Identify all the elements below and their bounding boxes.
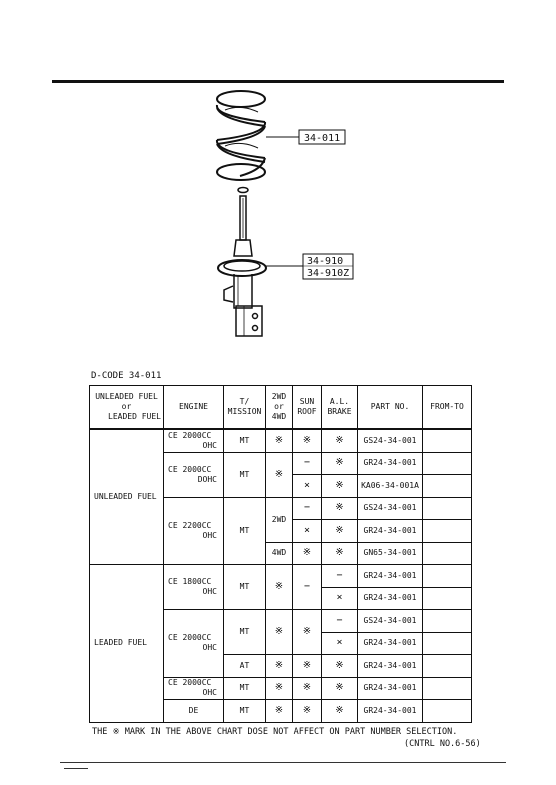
control-number: (CNTRL NO.6-56) — [404, 739, 481, 749]
part-no-cell: GR24-34-001 — [358, 452, 423, 475]
header-sunroof: SUN ROOF — [293, 386, 322, 430]
mission-cell: MT — [224, 700, 266, 723]
header-fuel: UNLEADED FUEL or LEADED FUEL — [90, 386, 164, 430]
drive-cell: ※ — [266, 452, 293, 497]
mission-cell: MT — [224, 497, 266, 565]
part-no-cell: KA06-34-001A — [358, 475, 423, 498]
brake-cell: − — [322, 565, 358, 588]
from-to-cell — [423, 452, 472, 475]
brake-cell: ※ — [322, 452, 358, 475]
part-no-cell: GR24-34-001 — [358, 565, 423, 588]
sunroof-cell: × — [293, 520, 322, 543]
part-no-cell: GR24-34-001 — [358, 587, 423, 610]
drive-cell: ※ — [266, 677, 293, 700]
drive-cell: 4WD — [266, 542, 293, 565]
parts-table — [89, 385, 472, 723]
footnote: THE ※ MARK IN THE ABOVE CHART DOSE NOT AFFECT ON PART NUMBER SELECTION. — [92, 727, 458, 737]
part-no-cell: GR24-34-001 — [358, 632, 423, 655]
sunroof-cell: ※ — [293, 700, 322, 723]
from-to-cell — [423, 700, 472, 723]
from-to-cell — [423, 429, 472, 452]
table-row — [90, 429, 472, 452]
part-no-cell: GN65-34-001 — [358, 542, 423, 565]
mission-cell: MT — [224, 452, 266, 497]
from-to-cell — [423, 632, 472, 655]
from-to-cell — [423, 542, 472, 565]
part-no-cell: GR24-34-001 — [358, 655, 423, 678]
from-to-cell — [423, 677, 472, 700]
mission-cell: AT — [224, 655, 266, 678]
bottom-rule — [60, 762, 506, 763]
callout-label-34-910z: 34-910Z — [307, 268, 350, 279]
brake-cell: ※ — [322, 497, 358, 520]
sunroof-cell: − — [293, 452, 322, 475]
header-engine: ENGINE — [164, 386, 224, 430]
mission-cell: MT — [224, 429, 266, 452]
part-no-cell: GS24-34-001 — [358, 497, 423, 520]
callout-34-910 — [266, 254, 353, 279]
header-drive: 2WD or 4WD — [266, 386, 293, 430]
group-leaded: LEADED FUEL — [90, 565, 164, 723]
dcode-label: D-CODE 34-011 — [91, 371, 162, 381]
header-from-to: FROM-TO — [423, 386, 472, 430]
sunroof-cell: ※ — [293, 610, 322, 655]
mission-cell: MT — [224, 565, 266, 610]
header-brake: A.L. BRAKE — [322, 386, 358, 430]
sunroof-cell: × — [293, 475, 322, 498]
from-to-cell — [423, 520, 472, 543]
brake-cell: ※ — [322, 700, 358, 723]
engine-cell: CE 2200CC OHC — [164, 497, 224, 565]
mission-cell: MT — [224, 677, 266, 700]
part-no-cell: GR24-34-001 — [358, 700, 423, 723]
sunroof-cell: ※ — [293, 542, 322, 565]
sunroof-cell: − — [293, 497, 322, 520]
strut-diagram — [0, 0, 556, 360]
drive-cell: ※ — [266, 429, 293, 452]
part-no-cell: GR24-34-001 — [358, 520, 423, 543]
engine-cell: CE 2000CC DOHC — [164, 452, 224, 497]
brake-cell: × — [322, 587, 358, 610]
callout-34-011 — [266, 130, 345, 144]
drive-cell: ※ — [266, 655, 293, 678]
callout-label-34-910: 34-910 — [307, 256, 344, 267]
coil-spring — [217, 91, 265, 180]
part-no-cell: GS24-34-001 — [358, 429, 423, 452]
brake-cell: × — [322, 632, 358, 655]
drive-cell: ※ — [266, 610, 293, 655]
part-no-cell: GS24-34-001 — [358, 610, 423, 633]
header-mission: T/ MISSION — [224, 386, 266, 430]
engine-cell: CE 2000CC OHC — [164, 429, 224, 452]
from-to-cell — [423, 565, 472, 588]
brake-cell: ※ — [322, 520, 358, 543]
engine-cell: CE 2000CC OHC — [164, 610, 224, 678]
from-to-cell — [423, 475, 472, 498]
engine-cell: DE — [164, 700, 224, 723]
from-to-cell — [423, 587, 472, 610]
table-header-row — [90, 386, 472, 430]
from-to-cell — [423, 497, 472, 520]
brake-cell: ※ — [322, 655, 358, 678]
from-to-cell — [423, 655, 472, 678]
callout-label-34-011: 34-011 — [304, 133, 341, 144]
table-row — [90, 565, 472, 588]
brake-cell: ※ — [322, 677, 358, 700]
brake-cell: ※ — [322, 542, 358, 565]
shock-strut — [218, 196, 266, 336]
drive-cell: ※ — [266, 700, 293, 723]
sunroof-cell: ※ — [293, 655, 322, 678]
brake-cell: ※ — [322, 475, 358, 498]
header-part-no: PART NO. — [358, 386, 423, 430]
bottom-rule-stub — [64, 768, 88, 769]
washer — [238, 188, 248, 193]
group-unleaded: UNLEADED FUEL — [90, 429, 164, 565]
sunroof-cell: ※ — [293, 429, 322, 452]
sunroof-cell: − — [293, 565, 322, 610]
part-no-cell: GR24-34-001 — [358, 677, 423, 700]
drive-cell: 2WD — [266, 497, 293, 542]
sunroof-cell: ※ — [293, 677, 322, 700]
drive-cell: ※ — [266, 565, 293, 610]
from-to-cell — [423, 610, 472, 633]
brake-cell: ※ — [322, 429, 358, 452]
brake-cell: − — [322, 610, 358, 633]
mission-cell: MT — [224, 610, 266, 655]
engine-cell: CE 1800CC OHC — [164, 565, 224, 610]
engine-cell: CE 2000CC OHC — [164, 677, 224, 700]
